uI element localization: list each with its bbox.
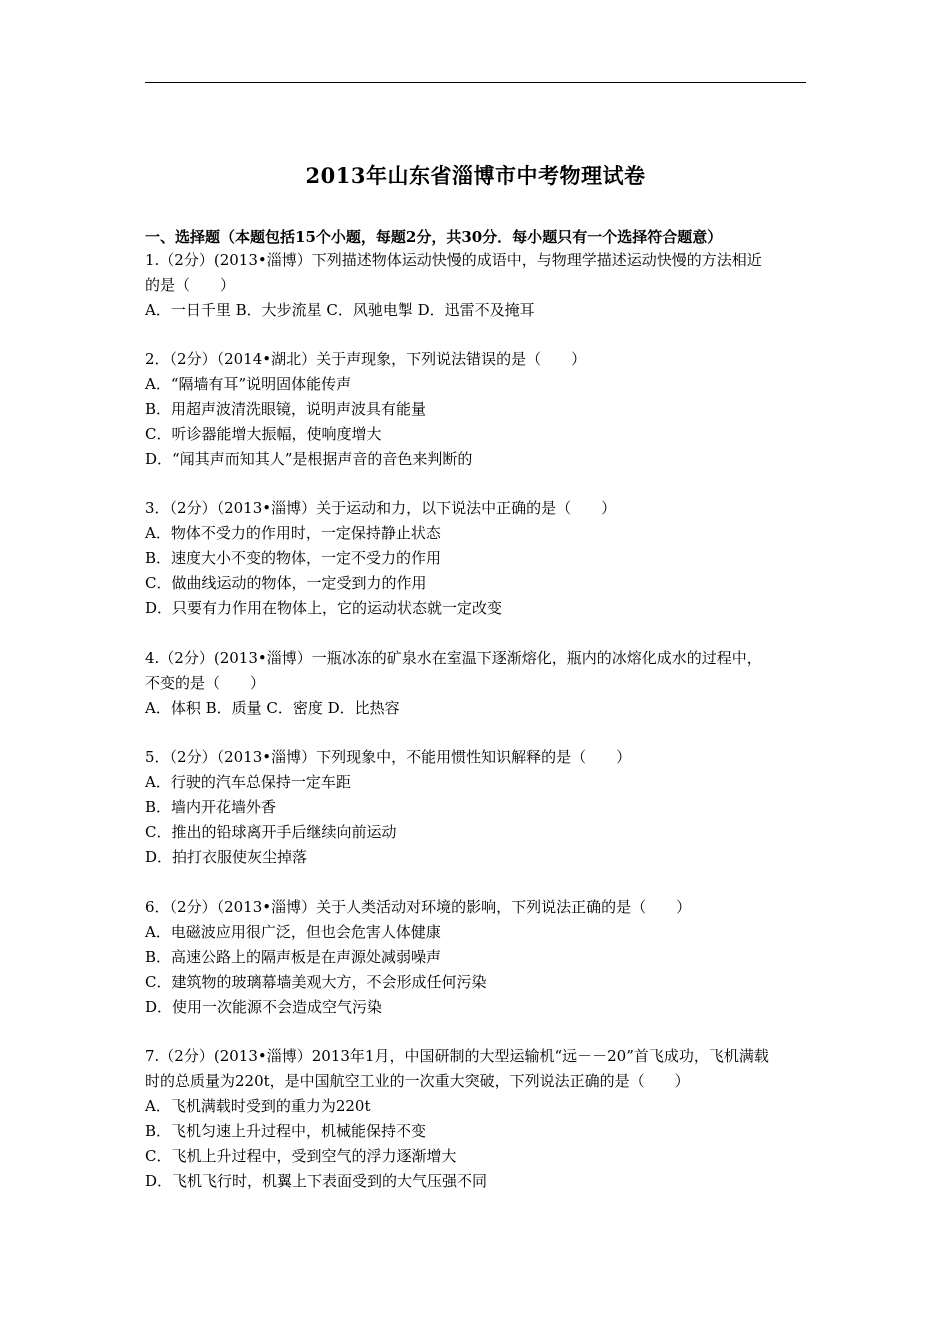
answer-option: D．“闻其声而知其人”是根据声音的音色来判断的 <box>145 450 473 468</box>
question-4 <box>145 646 809 721</box>
question-7 <box>145 1044 809 1194</box>
answer-option: A．行驶的汽车总保持一定车距 <box>145 773 351 791</box>
page-title: 2013年山东省淄博市中考物理试卷 <box>305 163 646 188</box>
answer-option: A．体积 B．质量 C．密度 D．比热容 <box>145 699 400 717</box>
answer-option: C．飞机上升过程中，受到空气的浮力逐渐增大 <box>145 1147 457 1165</box>
question-stem-line: 不变的是（ ） <box>145 674 266 692</box>
answer-option: A．物体不受力的作用时，一定保持静止状态 <box>145 524 441 542</box>
question-stem-line: 6．（2分）（2013•淄博）关于人类活动对环境的影响，下列说法正确的是（ ） <box>145 898 692 916</box>
answer-option: B．飞机匀速上升过程中，机械能保持不变 <box>145 1122 427 1140</box>
question-stem-line: 时的总质量为220t，是中国航空工业的一次重大突破，下列说法正确的是（ ） <box>145 1072 690 1090</box>
answer-option: C．推出的铅球离开手后继续向前运动 <box>145 823 397 841</box>
question-stem-line: 3．（2分）（2013•淄博）关于运动和力，以下说法中正确的是（ ） <box>145 499 617 517</box>
answer-option: B．速度大小不变的物体，一定不受力的作用 <box>145 549 442 567</box>
answer-option: A．一日千里 B．大步流星 C．风驰电掣 D．迅雷不及掩耳 <box>145 301 535 319</box>
question-5 <box>145 745 809 870</box>
answer-option: C．听诊器能增大振幅，使响度增大 <box>145 425 382 443</box>
answer-option: B．墙内开花墙外香 <box>145 798 277 816</box>
question-3 <box>145 496 809 621</box>
answer-option: D．使用一次能源不会造成空气污染 <box>145 998 383 1016</box>
header-rule <box>145 82 806 83</box>
section-heading: 一、选择题（本题包括15个小题，每题2分，共30分．每小题只有一个选择符合题意） <box>145 228 723 246</box>
answer-option: B．高速公路上的隔声板是在声源处减弱噪声 <box>145 948 442 966</box>
question-stem-line: 4.（2分）(2013•淄博）一瓶冰冻的矿泉水在室温下逐渐熔化，瓶内的冰熔化成水的过程中， <box>145 649 762 667</box>
answer-option: D．拍打衣服使灰尘掉落 <box>145 848 308 866</box>
answer-option: A．飞机满载时受到的重力为220t <box>145 1097 371 1115</box>
question-stem-line: 1.（2分）(2013•淄博）下列描述物体运动快慢的成语中，与物理学描述运动快慢的方法相近 <box>145 251 762 269</box>
question-2 <box>145 347 809 472</box>
question-stem-line: 5．（2分）（2013•淄博）下列现象中，不能用惯性知识解释的是（ ） <box>145 748 632 766</box>
answer-option: A．电磁波应用很广泛，但也会危害人体健康 <box>145 923 441 941</box>
answer-option: C．建筑物的玻璃幕墙美观大方，不会形成任何污染 <box>145 973 487 991</box>
question-stem-line: 的是（ ） <box>145 276 236 294</box>
question-stem-line: 2．（2分）（2014•湖北）关于声现象，下列说法错误的是（ ） <box>145 350 587 368</box>
answer-option: D．只要有力作用在物体上，它的运动状态就一定改变 <box>145 599 503 617</box>
question-1 <box>145 248 809 323</box>
answer-option: C．做曲线运动的物体，一定受到力的作用 <box>145 574 427 592</box>
answer-option: D．飞机飞行时，机翼上下表面受到的大气压强不同 <box>145 1172 488 1190</box>
answer-option: B．用超声波清洗眼镜，说明声波具有能量 <box>145 400 427 418</box>
question-6 <box>145 895 809 1020</box>
question-stem-line: 7.（2分）(2013•淄博）2013年1月，中国研制的大型运输机“远－－20”首飞成功，飞机满载 <box>145 1047 769 1065</box>
answer-option: A．“隔墙有耳”说明固体能传声 <box>145 375 352 393</box>
